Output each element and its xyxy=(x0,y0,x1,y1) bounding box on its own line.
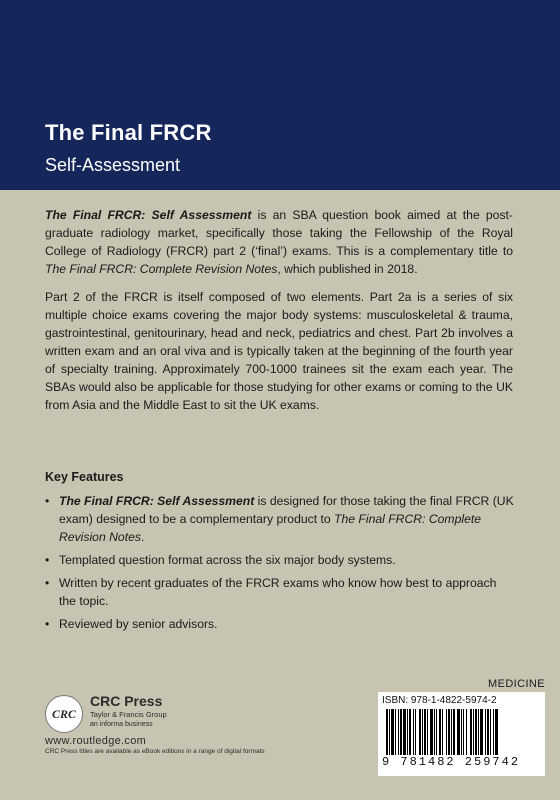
description xyxy=(45,206,513,424)
description-related-title: The Final FRCR: Complete Revision Notes xyxy=(45,262,278,276)
barcode-bar xyxy=(451,709,452,755)
key-features-heading: Key Features xyxy=(45,470,124,484)
barcode-bar xyxy=(422,709,423,755)
ebook-footnote: CRC Press titles are available as eBook editions in a range of digital formats xyxy=(45,748,265,755)
description-book-title: The Final FRCR: Self Assessment xyxy=(45,208,252,222)
barcode-bar xyxy=(413,709,414,755)
bullet-icon: • xyxy=(45,553,50,567)
barcode-bar xyxy=(495,709,498,755)
barcode-bar xyxy=(473,709,474,755)
barcode-bar xyxy=(442,709,443,755)
barcode-bar xyxy=(446,709,447,755)
barcode-bar xyxy=(403,709,406,755)
list-item xyxy=(45,551,515,569)
publisher-block xyxy=(90,694,167,728)
barcode-bar xyxy=(386,709,388,755)
barcode-bar xyxy=(490,709,491,755)
description-paragraph-1 xyxy=(45,206,513,278)
barcode-bar xyxy=(409,709,411,755)
crc-logo-icon xyxy=(45,695,83,733)
list-item xyxy=(45,492,515,546)
logo-text: CRC xyxy=(51,706,76,721)
publisher-website: www.routledge.com xyxy=(45,735,147,747)
barcode-bar xyxy=(480,709,483,755)
barcode-bar xyxy=(453,709,455,755)
barcode-bar xyxy=(434,709,435,755)
barcode-bar xyxy=(391,709,394,755)
description-text-b: , which published in 2018. xyxy=(277,262,418,276)
barcode-bar xyxy=(424,709,426,755)
bullet-icon: • xyxy=(45,494,50,508)
barcode-bar xyxy=(457,709,460,755)
barcode-bar xyxy=(466,709,467,755)
category-label: MEDICINE xyxy=(488,678,545,690)
feature-text-b: . xyxy=(140,530,145,544)
feature-book-title: The Final FRCR: Self Assessment xyxy=(59,494,255,508)
barcode-bar xyxy=(470,709,472,755)
bullet-icon: • xyxy=(45,617,50,631)
barcode-bar xyxy=(407,709,408,755)
feature-related-title: The Final FRCR: Complete Revision Notes xyxy=(59,512,482,544)
publisher-group: Taylor & Francis Group xyxy=(90,710,167,719)
barcode-area xyxy=(372,678,545,776)
barcode-number: 9 781482 259742 xyxy=(382,755,521,769)
description-paragraph-2: Part 2 of the FRCR is itself composed of two elements. Part 2a is a series of six multiple choice exams covering the major body systems: musculoskeletal & trauma, gastrointestinal, genitourinary, head and neck, pediatrics and chest. Part 2b involves a written exam and an oral viva and is typically taken at the beginning of the fourth year of specialty training. Approximately 700-1000 trainees sit the exam each year. The SBAs would also be applicable for those studying for other exams or coming to the UK from Asia and the Middle East to sit the UK exams. xyxy=(45,290,513,412)
barcode-bar xyxy=(395,709,396,755)
isbn-label: ISBN: 978-1-4822-5974-2 xyxy=(382,695,497,706)
feature-text: Templated question format across the six major body systems. xyxy=(59,553,396,567)
book-title: The Final FRCR xyxy=(45,120,212,145)
barcode-bar xyxy=(485,709,486,755)
publisher-informa: an informa business xyxy=(90,720,153,728)
barcode-bar xyxy=(461,709,462,755)
barcode-box xyxy=(378,692,545,776)
publisher-name: CRC Press xyxy=(90,693,163,709)
description-text-a: is an SBA question book aimed at the post-graduate radiology market, specifically those taking the Fellowship of the Royal College of Radiology (FRCR) part 2 (‘final’) exams. This is a complementary title to xyxy=(45,208,513,258)
barcode-bar xyxy=(436,709,437,755)
feature-text: Reviewed by senior advisors. xyxy=(59,617,218,631)
barcode-bar xyxy=(478,709,479,755)
bullet-icon: • xyxy=(45,576,50,590)
barcode-bar xyxy=(493,709,494,755)
barcode-bar xyxy=(430,709,433,755)
barcode-bar xyxy=(389,709,390,755)
book-subtitle: Self-Assessment xyxy=(45,155,181,175)
barcode-bar xyxy=(487,709,489,755)
barcode-bar xyxy=(415,709,416,755)
list-item xyxy=(45,615,515,633)
list-item xyxy=(45,574,515,610)
barcode-bar xyxy=(448,709,450,755)
barcode-bar xyxy=(400,709,402,755)
barcode-bar xyxy=(439,709,441,755)
barcode-bar xyxy=(475,709,477,755)
barcode-bar xyxy=(427,709,428,755)
feature-text-a: is designed for those taking the final FRCR (UK exam) designed to be a complementary product to xyxy=(59,494,514,526)
key-features-list xyxy=(45,492,515,638)
barcode-icon xyxy=(386,709,538,755)
barcode-bar xyxy=(419,709,421,755)
barcode-bar xyxy=(463,709,464,755)
barcode-bar xyxy=(398,709,399,755)
feature-text: Written by recent graduates of the FRCR exams who know how best to approach the topic. xyxy=(59,576,497,608)
